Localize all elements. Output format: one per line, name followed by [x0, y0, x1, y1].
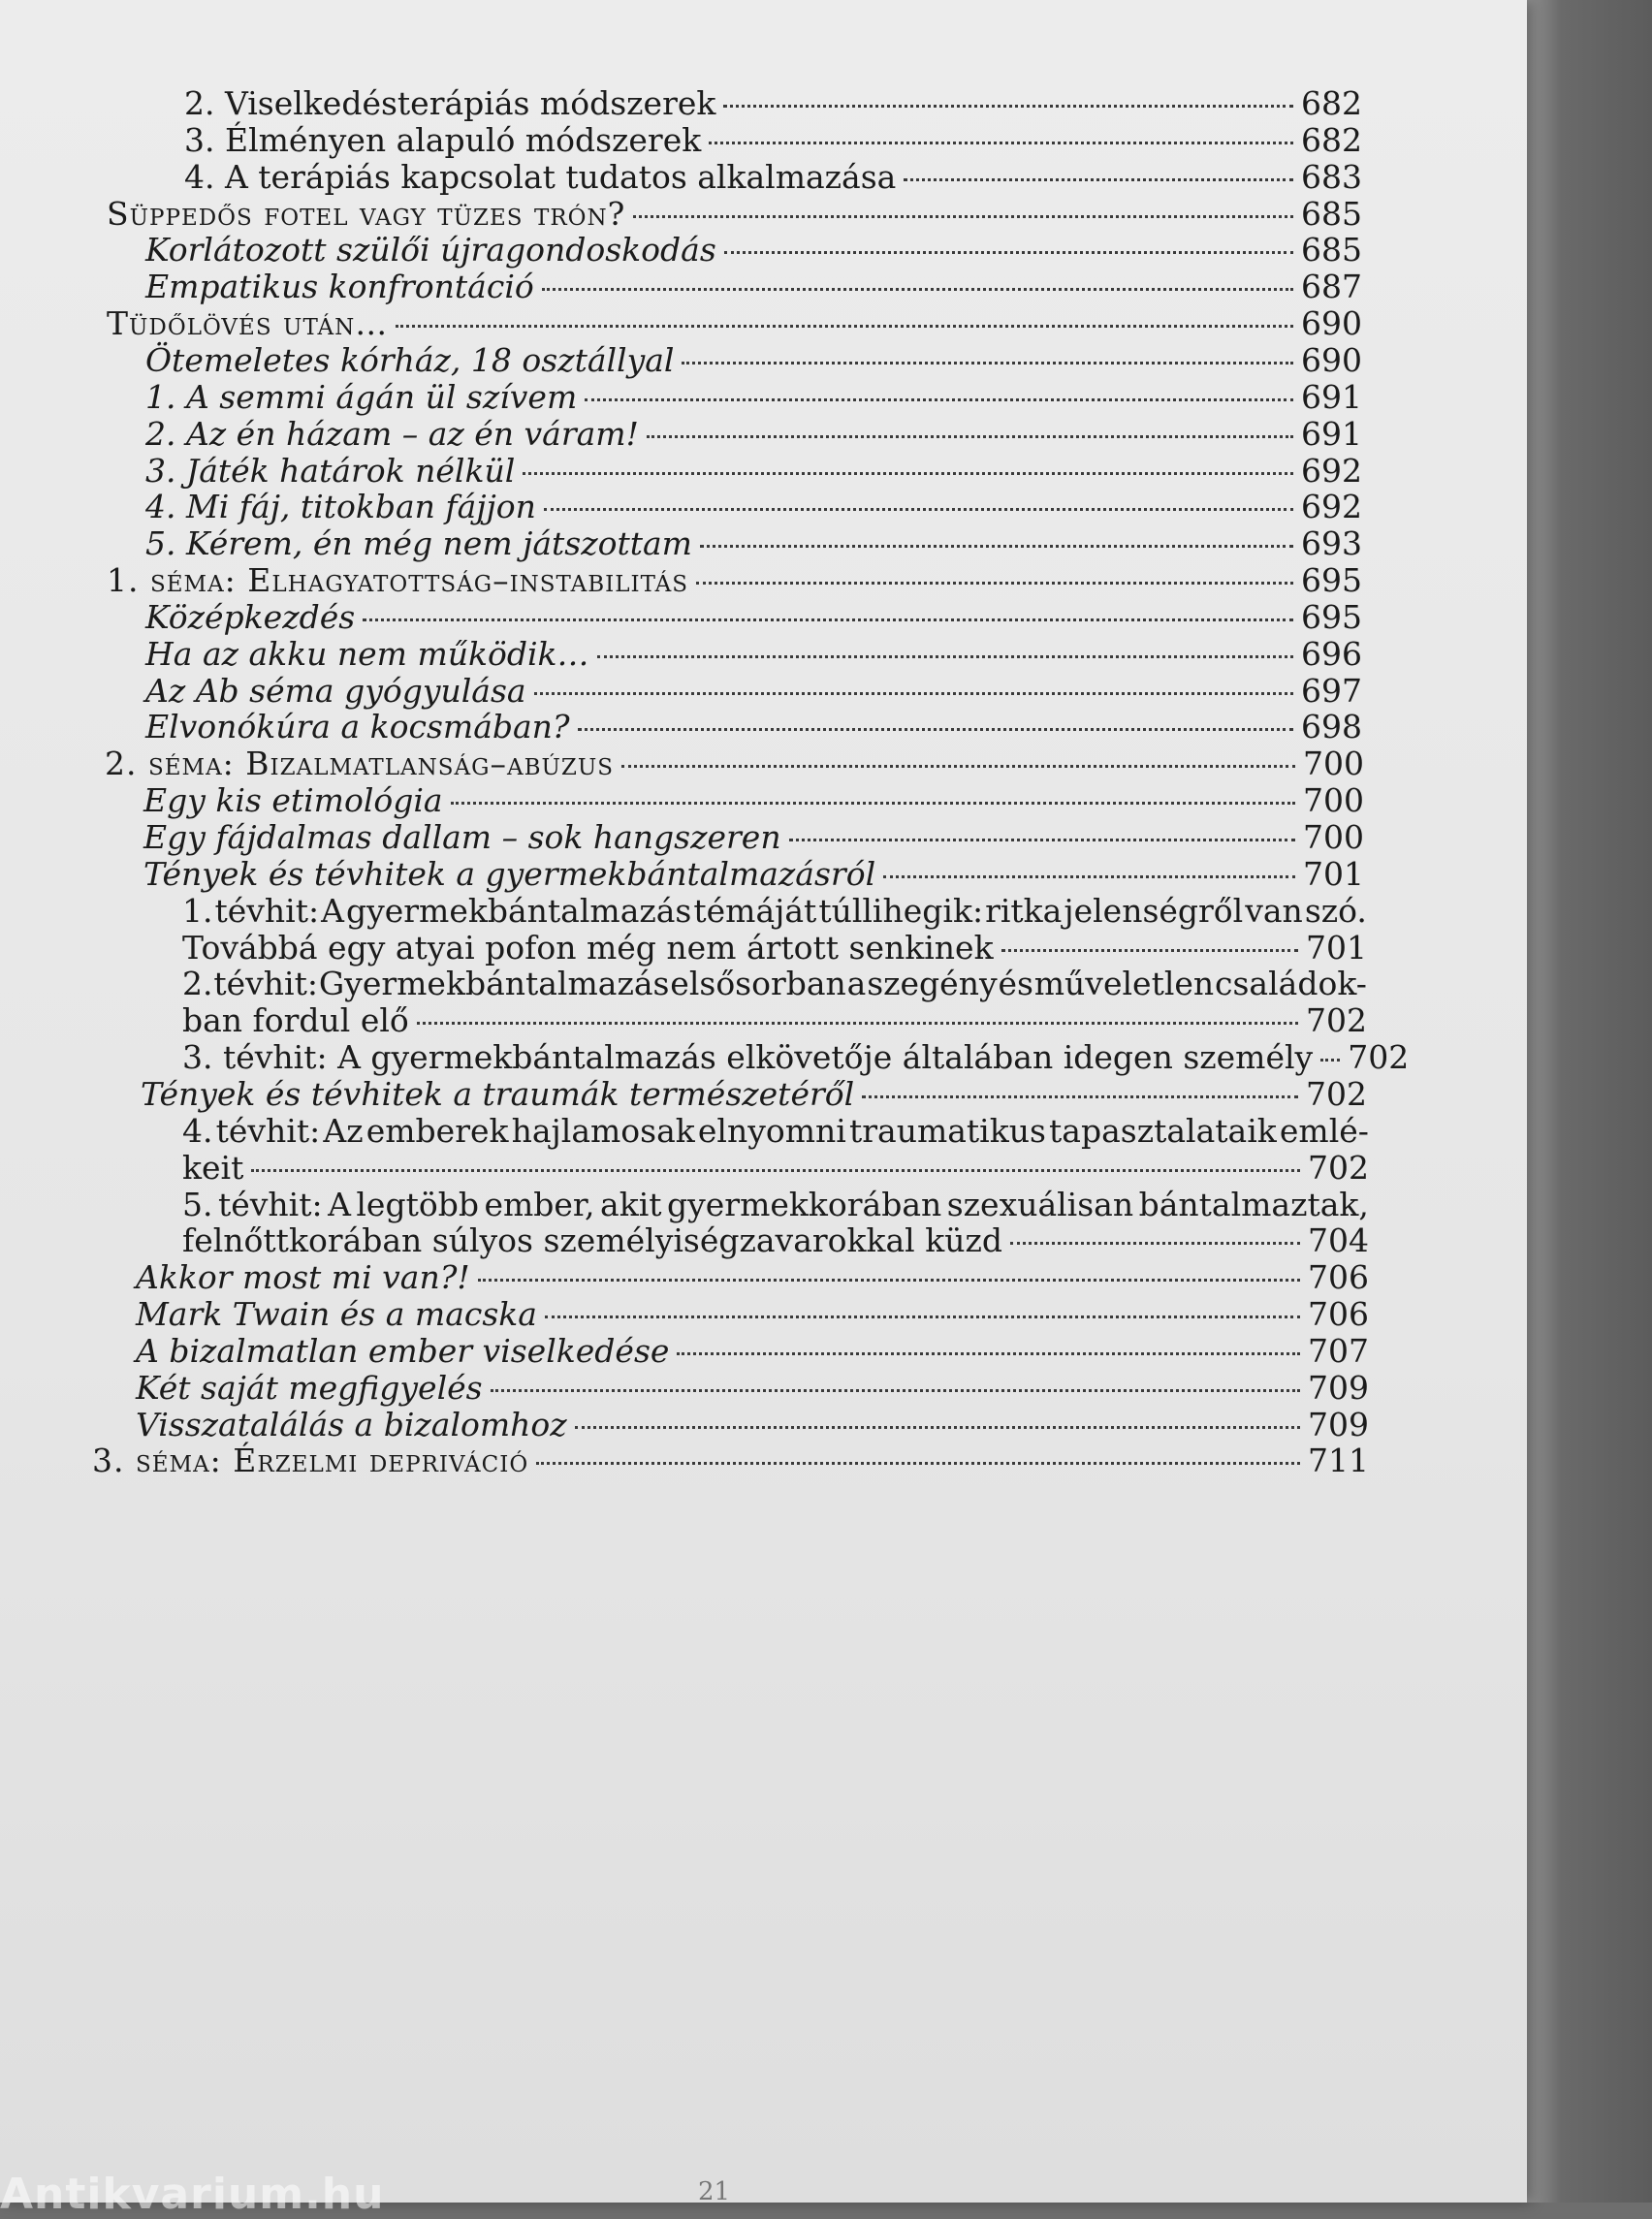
- toc-word: 2.: [182, 965, 213, 1002]
- toc-word: A: [321, 892, 344, 930]
- toc-word: elsősorban: [670, 965, 846, 1002]
- toc-entry-page: 702: [1306, 1001, 1367, 1039]
- toc-entry-title: Középkezdés: [145, 598, 356, 636]
- toc-entry-title: Tények és tévhitek a gyermekbántalmazásról: [143, 855, 876, 893]
- toc-entry-title: 3. tévhit: A gyermekbántalmazás elkövetője általában idegen személy: [182, 1038, 1314, 1076]
- dot-leader: [396, 325, 1293, 328]
- toc-entry-page: 701: [1306, 929, 1367, 967]
- toc-entry-title: 2. Viselkedésterápiás módszerek: [184, 84, 716, 122]
- toc-entry-title: felnőttkorában súlyos személyiségzavarokkal küzd: [182, 1221, 1002, 1259]
- dot-leader: [417, 1022, 1298, 1025]
- dot-leader: [862, 1095, 1298, 1098]
- toc-word: legtöbb: [356, 1186, 479, 1223]
- toc-word: családok-: [1215, 965, 1367, 1002]
- toc-word: 5.: [182, 1186, 213, 1223]
- toc-word: hajlamosak: [511, 1112, 695, 1150]
- dot-leader: [491, 1389, 1300, 1392]
- toc-entry-page: 698: [1301, 708, 1362, 745]
- toc-entry-title: 4. Mi fáj, titokban fájjon: [145, 488, 536, 525]
- dot-leader: [363, 618, 1293, 621]
- dot-leader: [709, 142, 1293, 144]
- dot-leader: [621, 765, 1295, 768]
- toc-entry-title: A bizalmatlan ember viselkedése: [136, 1332, 670, 1370]
- toc-entry-title: 1. A semmi ágán ül szívem: [145, 378, 578, 416]
- toc-entry-page: 706: [1308, 1258, 1369, 1296]
- toc-entry-title: Empatikus konfrontáció: [145, 268, 534, 305]
- toc-word: tévhit:: [217, 1186, 323, 1223]
- toc-word: jelenségről: [1064, 892, 1244, 930]
- toc-word: szegény: [867, 965, 998, 1002]
- toc-entry-page: 692: [1301, 452, 1362, 490]
- toc-word: 1.: [182, 892, 213, 930]
- toc-word: ember,: [484, 1186, 595, 1223]
- dot-leader: [578, 728, 1293, 731]
- toc-entry-page: 711: [1308, 1442, 1369, 1479]
- dot-leader: [544, 508, 1293, 511]
- toc-word: a: [846, 965, 867, 1002]
- toc-entry-title: Az Ab séma gyógyulása: [145, 672, 526, 710]
- toc-entry-page: 702: [1348, 1038, 1410, 1076]
- dot-leader: [545, 1316, 1300, 1318]
- toc-entry-page: 690: [1301, 341, 1362, 379]
- toc-entry-title: Továbbá egy atyai pofon még nem ártott senkinek: [182, 929, 994, 967]
- dot-leader: [597, 655, 1293, 658]
- toc-entry-title: ban fordul elő: [182, 1001, 409, 1039]
- toc-word: akit: [600, 1186, 662, 1223]
- toc-entry-title: Ötemeletes kórház, 18 osztállyal: [145, 341, 675, 379]
- toc-entry-title: Egy fájdalmas dallam – sok hangszeren: [143, 818, 781, 856]
- toc-word: tapasztalataik: [1049, 1112, 1277, 1150]
- toc-word: gyermekkorában: [667, 1186, 942, 1223]
- page-edge-shadow: [1522, 0, 1652, 2203]
- dot-leader: [585, 398, 1293, 401]
- toc-entry-page: 682: [1301, 84, 1362, 122]
- toc-word: bántalmaztak,: [1138, 1186, 1369, 1223]
- dot-leader: [647, 435, 1293, 438]
- watermark: Antikvarium.hu: [0, 2170, 385, 2219]
- toc-entry-page: 693: [1301, 524, 1362, 562]
- toc-entry-title: keit: [182, 1149, 244, 1187]
- toc-entry-page: 704: [1308, 1221, 1369, 1259]
- toc-word: műveletlen: [1033, 965, 1215, 1002]
- toc-word: témáját: [693, 892, 817, 930]
- toc-entry-title: Korlátozott szülői újragondoskodás: [145, 231, 716, 269]
- toc-word: emberek: [365, 1112, 509, 1150]
- toc-entry-page: 700: [1303, 818, 1364, 856]
- toc-word: ritka: [985, 892, 1063, 930]
- toc-entry-title: Akkor most mi van?!: [136, 1258, 470, 1296]
- toc-entry-title: Visszatalálás a bizalomhoz: [136, 1406, 567, 1443]
- dot-leader: [575, 1426, 1300, 1429]
- dot-leader: [696, 582, 1293, 585]
- toc-entry-page: 709: [1308, 1406, 1369, 1443]
- toc-entry-page: 702: [1306, 1075, 1367, 1113]
- toc-entry-title: 2. Az én házam – az én váram!: [145, 415, 639, 453]
- dot-leader: [682, 362, 1293, 365]
- toc-entry-page: 683: [1301, 158, 1362, 196]
- toc-entry-title: Egy kis etimológia: [143, 781, 443, 819]
- toc-word: tévhit:: [213, 965, 318, 1002]
- dot-leader: [523, 472, 1293, 475]
- toc-entry-page: 692: [1301, 488, 1362, 525]
- toc-entry-page: 691: [1301, 378, 1362, 416]
- toc-word: Az: [323, 1112, 364, 1150]
- dot-leader: [700, 545, 1293, 548]
- dot-leader: [542, 288, 1293, 291]
- dot-leader: [251, 1169, 1300, 1172]
- dot-leader: [451, 802, 1295, 805]
- toc-entry-title: 3. Játék határok nélkül: [145, 452, 516, 490]
- toc-entry-page: 701: [1303, 855, 1364, 893]
- toc-word: traumatikus: [848, 1112, 1046, 1150]
- toc-entry-page: 695: [1301, 598, 1362, 636]
- toc-word: tévhit:: [214, 892, 320, 930]
- page-number: 21: [698, 2177, 731, 2206]
- toc-entry-page: 687: [1301, 268, 1362, 305]
- toc-entry-page: 696: [1301, 635, 1362, 673]
- toc-entry-page: 695: [1301, 561, 1362, 599]
- toc-entry-page: 682: [1301, 121, 1362, 159]
- dot-leader: [904, 178, 1293, 181]
- toc-entry-page: 700: [1303, 745, 1364, 782]
- toc-word: túllihegik:: [818, 892, 984, 930]
- toc-word: 4.: [182, 1112, 213, 1150]
- dot-leader: [534, 692, 1293, 695]
- toc-entry-title: 3. séma: Érzelmi depriváció: [92, 1442, 529, 1479]
- toc-word: Gyermekbántalmazás: [318, 965, 670, 1002]
- toc-entry-page: 690: [1301, 304, 1362, 342]
- dot-leader: [883, 875, 1295, 878]
- toc-entry-title: Süppedős fotel vagy tüzes trón?: [107, 195, 626, 233]
- toc-entry-title: Elvonókúra a kocsmában?: [145, 708, 570, 745]
- toc-word: gyermekbántalmazás: [345, 892, 692, 930]
- toc-entry-title: 1. séma: Elhagyatottság–instabilitás: [107, 561, 689, 599]
- toc-entry-title: 4. A terápiás kapcsolat tudatos alkalmazása: [184, 158, 897, 196]
- toc-word: tévhit:: [215, 1112, 321, 1150]
- dot-leader: [789, 839, 1295, 841]
- toc-word: szó.: [1304, 892, 1367, 930]
- toc-entry-page: 685: [1301, 195, 1362, 233]
- toc-entry-page: 700: [1303, 781, 1364, 819]
- dot-leader: [536, 1462, 1300, 1465]
- dot-leader: [633, 215, 1293, 218]
- toc-entry-page: 707: [1308, 1332, 1369, 1370]
- toc-entry-title: 2. séma: Bizalmatlanság–abúzus: [105, 745, 614, 782]
- dot-leader: [724, 251, 1293, 254]
- dot-leader: [1010, 1242, 1300, 1245]
- dot-leader: [1001, 949, 1298, 952]
- toc-entry-title: Mark Twain és a macska: [136, 1295, 537, 1333]
- toc-entry-title: Tüdőlövés után…: [107, 304, 389, 342]
- toc-word: van: [1245, 892, 1303, 930]
- toc-entry-title: Tények és tévhitek a traumák természetéről: [141, 1075, 855, 1113]
- toc-entry-page: 706: [1308, 1295, 1369, 1333]
- toc-entry-title: Két saját megfigyelés: [136, 1369, 483, 1407]
- dot-leader: [478, 1279, 1300, 1282]
- toc-entry-page: 685: [1301, 231, 1362, 269]
- toc-entry-title: Ha az akku nem működik…: [145, 635, 589, 673]
- toc-word: A: [328, 1186, 351, 1223]
- toc-word: elnyomni: [697, 1112, 846, 1150]
- dot-leader: [723, 105, 1293, 108]
- toc-word: emlé-: [1279, 1112, 1369, 1150]
- toc-word: és: [998, 965, 1033, 1002]
- toc-entry-page: 697: [1301, 672, 1362, 710]
- toc-entry-page: 709: [1308, 1369, 1369, 1407]
- dot-leader: [677, 1352, 1300, 1355]
- toc-entry-title: 3. Élményen alapuló módszerek: [184, 121, 702, 159]
- toc-entry-title: 5. Kérem, én még nem játszottam: [145, 524, 692, 562]
- toc-entry-page: 702: [1308, 1149, 1369, 1187]
- toc-entry-page: 691: [1301, 415, 1362, 453]
- toc-entry[interactable]: [92, 1435, 1369, 1487]
- dot-leader: [1320, 1059, 1340, 1062]
- toc-word: szexuálisan: [946, 1186, 1134, 1223]
